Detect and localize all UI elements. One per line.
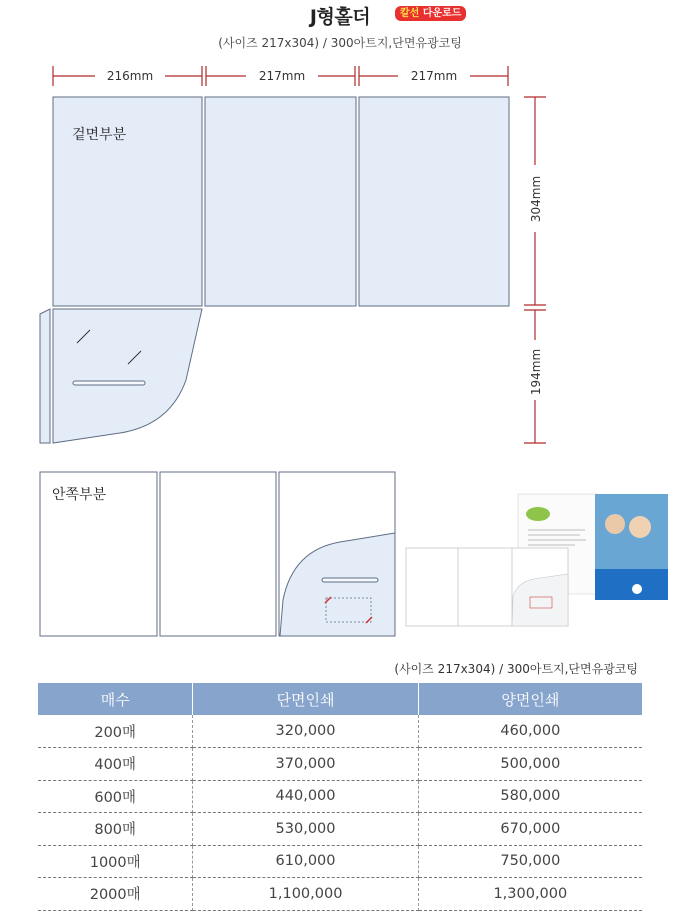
table-row	[38, 813, 642, 846]
page-title: J형홀더	[309, 6, 371, 28]
table-header-row	[38, 683, 642, 715]
cell-double-price: 460,000	[418, 715, 642, 748]
cell-single-price: 440,000	[193, 780, 418, 813]
dim-width-3: 217mm	[410, 69, 458, 83]
dim-width-2: 217mm	[258, 69, 306, 83]
cell-quantity: 600매	[38, 780, 193, 813]
dim-height-1: 304mm	[529, 175, 543, 223]
inner-card-slot	[322, 578, 378, 582]
table-row	[38, 715, 642, 748]
dim-width-1: 216mm	[106, 69, 154, 83]
cell-quantity: 2000매	[38, 878, 193, 911]
spec-subtitle: (사이즈 217x304) / 300아트지,단면유광코팅	[218, 36, 462, 50]
mockup-person-1	[605, 514, 625, 534]
inner-panel-middle	[160, 472, 276, 636]
outer-glue-tab	[40, 309, 50, 443]
outer-pocket-flap	[53, 309, 202, 443]
cell-single-price: 320,000	[193, 715, 418, 748]
mockup-person-2	[629, 516, 651, 538]
price-table	[38, 683, 642, 911]
inner-face-label: 안쪽부분	[52, 487, 107, 503]
cell-double-price: 670,000	[418, 813, 642, 846]
table-spec-note: (사이즈 217x304) / 300아트지,단면유광코팅	[394, 662, 638, 676]
cell-double-price: 580,000	[418, 780, 642, 813]
table-row	[38, 845, 642, 878]
cell-quantity: 1000매	[38, 845, 193, 878]
cell-double-price: 500,000	[418, 748, 642, 781]
header-double-sided: 양면인쇄	[418, 683, 642, 715]
table-row	[38, 780, 642, 813]
dim-height-2: 194mm	[529, 348, 543, 396]
product-mockup-image	[400, 492, 670, 630]
table-row	[38, 878, 642, 911]
outer-card-slot	[73, 381, 145, 385]
cell-quantity: 800매	[38, 813, 193, 846]
cell-single-price: 530,000	[193, 813, 418, 846]
badge-text: 다운로드	[422, 8, 462, 19]
outer-face-panels	[40, 97, 509, 443]
outer-panel-middle	[205, 97, 356, 306]
header-quantity: 매수	[38, 683, 193, 715]
cell-single-price: 1,100,000	[193, 878, 418, 911]
header-single-sided: 단면인쇄	[193, 683, 418, 715]
outer-panel-right	[359, 97, 509, 306]
cell-quantity: 200매	[38, 715, 193, 748]
table-row	[38, 748, 642, 781]
cell-quantity: 400매	[38, 748, 193, 781]
cell-single-price: 370,000	[193, 748, 418, 781]
badge-accent-text: 칼선	[400, 8, 420, 19]
mockup-logo	[632, 584, 642, 594]
cell-single-price: 610,000	[193, 845, 418, 878]
mockup-leaf-graphic	[526, 507, 550, 521]
outer-face-label: 겉면부분	[72, 127, 127, 143]
cell-double-price: 1,300,000	[418, 878, 642, 911]
cell-double-price: 750,000	[418, 845, 642, 878]
